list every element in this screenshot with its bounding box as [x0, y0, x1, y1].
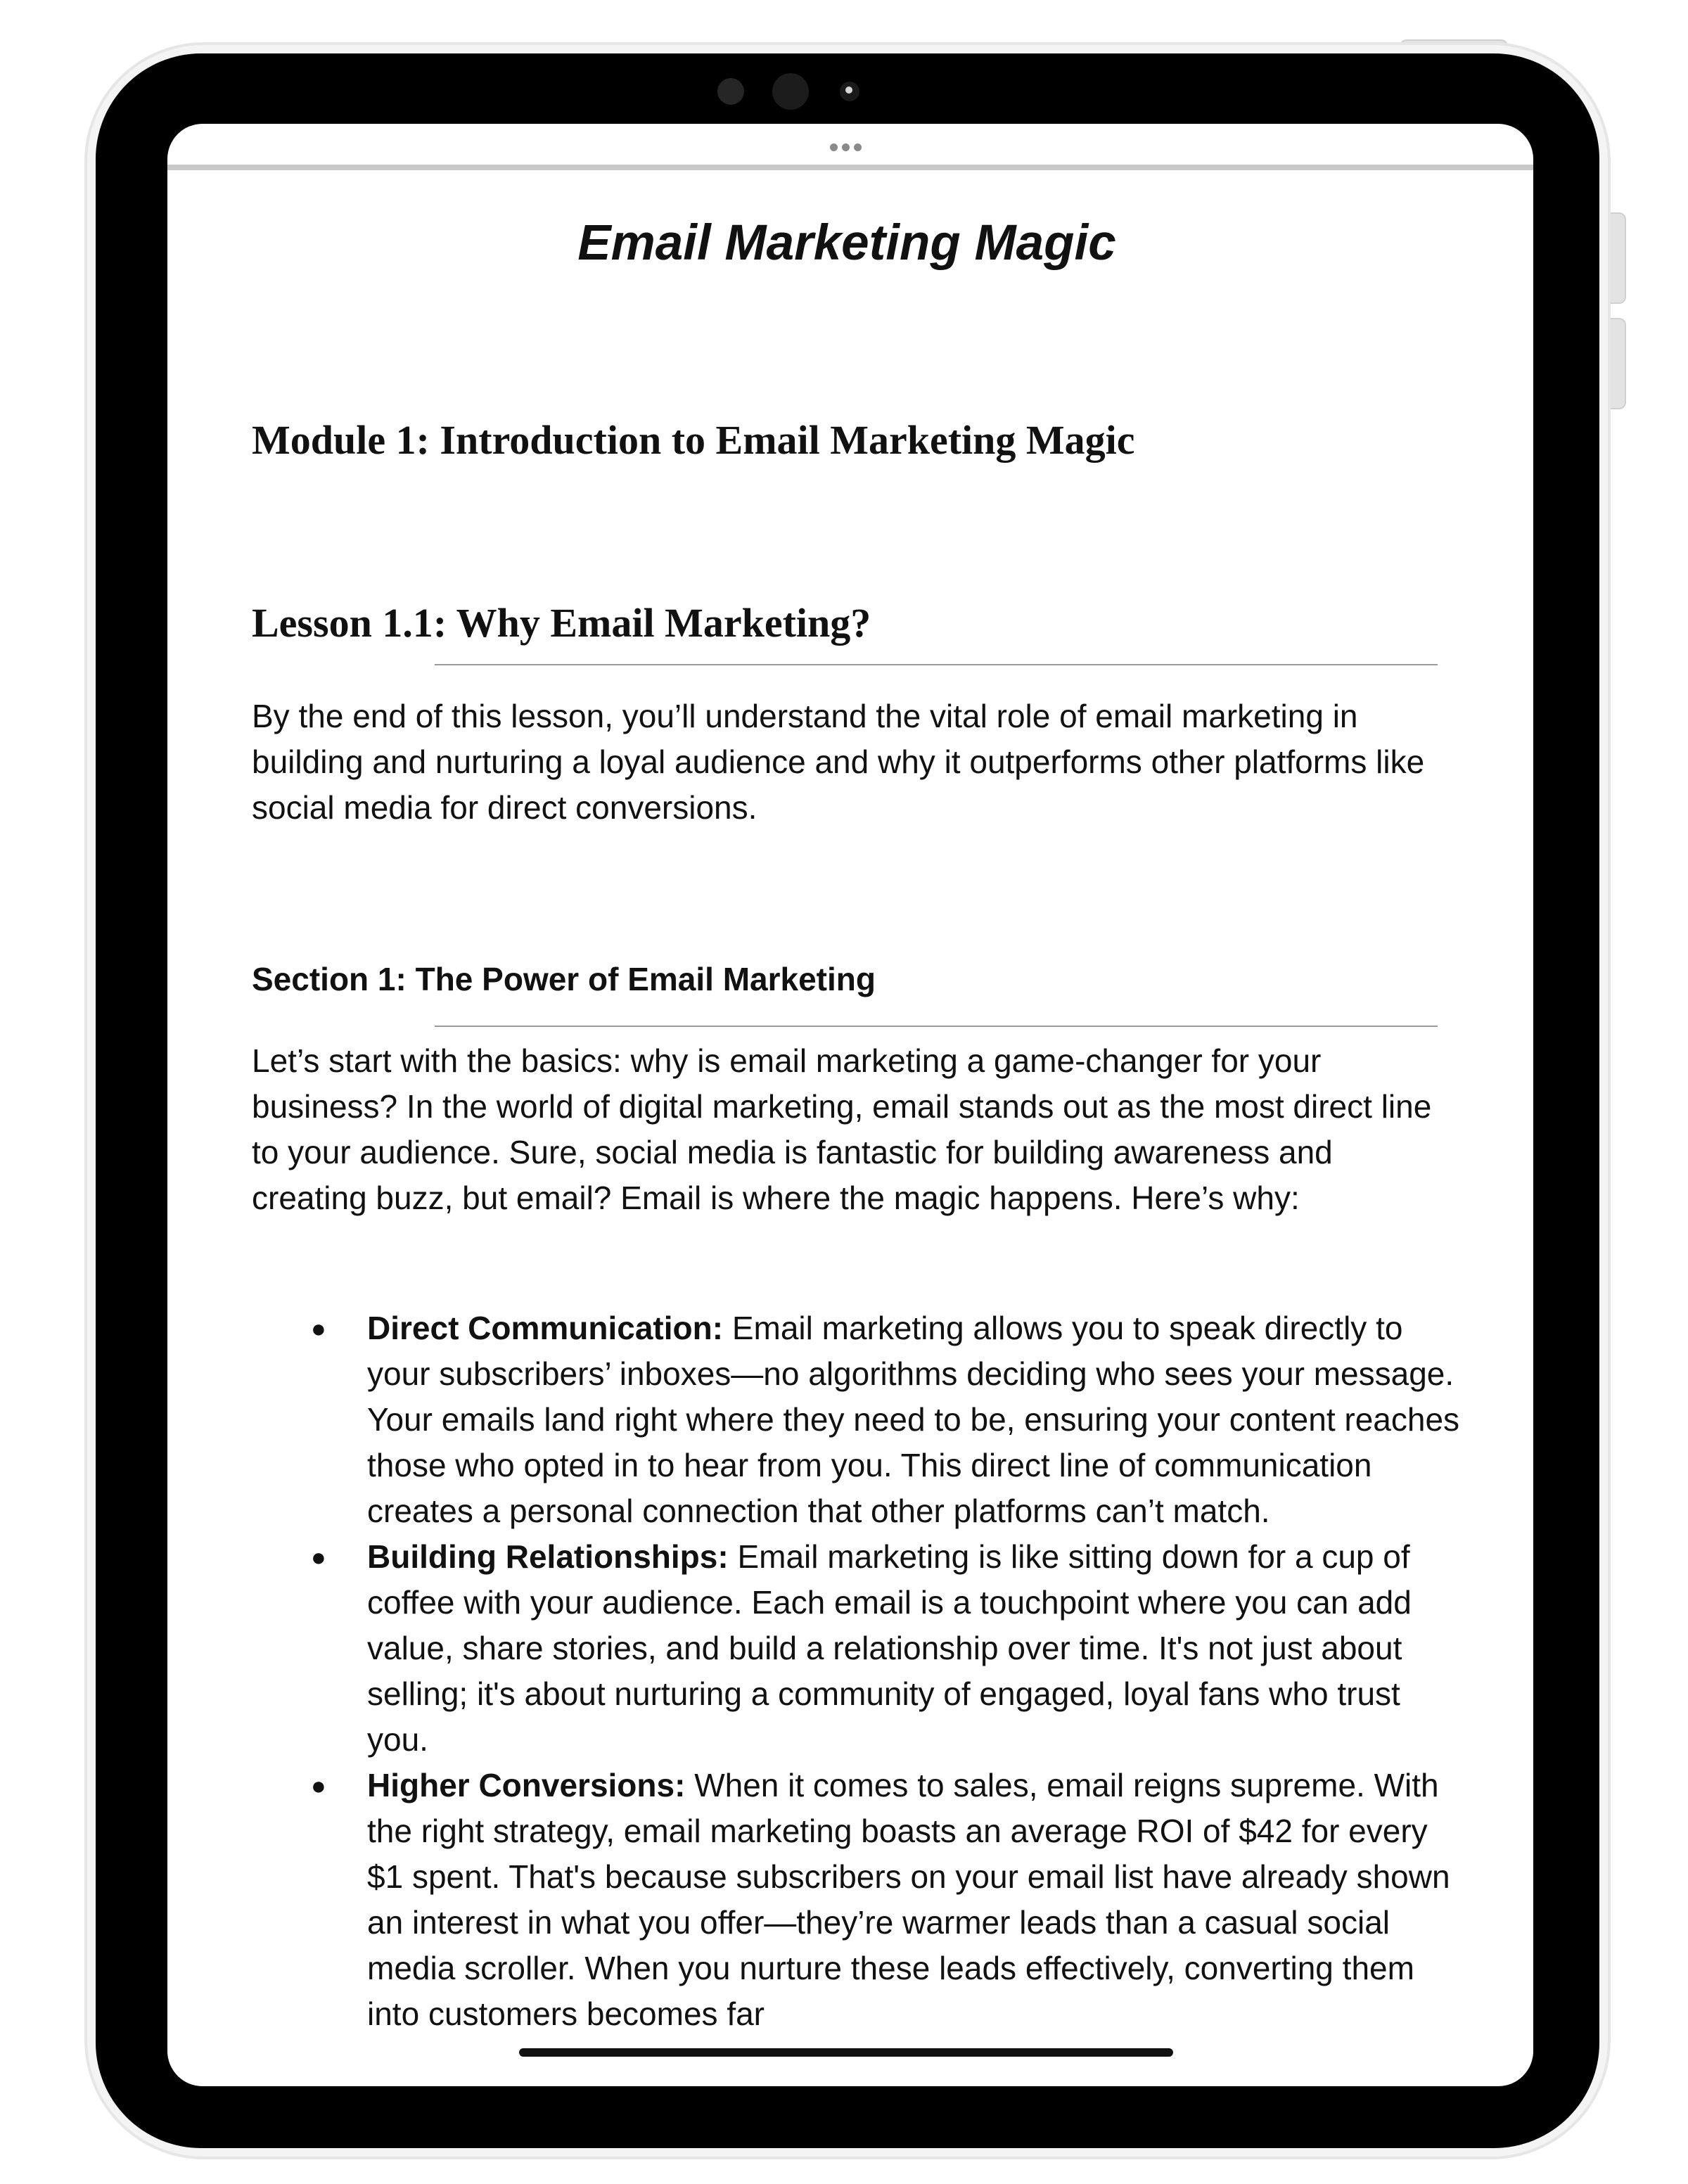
list-item — [252, 1305, 1464, 1534]
bullet-text: Email marketing allows you to speak directly to your subscribers’ inboxes—no algorithms deciding who sees your message. Your emails land right where they need to be, ensuring your content reaches those who opted in to hear from you. This direct line of communication creates a personal connection that other platforms can’t match. — [367, 1310, 1460, 1529]
sensor-icon — [717, 78, 744, 105]
bullet-text: Email marketing is like sitting down for a cup of coffee with your audience. Each email is a touchpoint where you can add value, share stories, and build a relationship over time. It's not just about selling; it's about nurturing a community of engaged, loyal fans who trust you. — [367, 1538, 1412, 1758]
home-indicator-bar[interactable] — [519, 2048, 1173, 2057]
camera-icon — [772, 73, 809, 110]
divider — [435, 1026, 1438, 1027]
indicator-light-icon — [840, 82, 859, 101]
benefits-list — [252, 1305, 1476, 2037]
volume-up-button — [1609, 212, 1626, 304]
basics-paragraph: Let’s start with the basics: why is email marketing a game-changer for your business? In the world of digital marketing, email stands out as the most direct line to your audience. Sure, social media is fantastic for building awareness and creating buzz, but email? Email is where the magic happens. Here’s why: — [252, 1042, 1432, 1216]
module-heading: Module 1: Introduction to Email Marketing Magic — [252, 417, 1135, 463]
tablet-screen — [167, 124, 1533, 2086]
bullet-term: Building Relationships: — [367, 1538, 729, 1575]
bullet-term: Higher Conversions: — [367, 1767, 686, 1803]
multitasking-dots-icon[interactable] — [830, 143, 862, 151]
bullet-text: When it comes to sales, email reigns supreme. With the right strategy, email marketing boasts an average ROI of $42 for every $1 spent. That's because subscribers on your email list have already shown an interest in what you offer—they’re warmer leads than a casual social media scroller. When you nurture these leads effectively, converting them into customers becomes far — [367, 1767, 1450, 2032]
lesson-heading: Lesson 1.1: Why Email Marketing? — [252, 600, 871, 646]
document-title: Email Marketing Magic — [577, 215, 1116, 271]
list-item — [252, 1763, 1464, 2037]
document-top-bar — [167, 124, 1533, 170]
intro-paragraph: By the end of this lesson, you’ll understand the vital role of email marketing in building and nurturing a loyal audience and why it outperforms other platforms like social media for direct conversions. — [252, 698, 1425, 826]
bullet-term: Direct Communication: — [367, 1310, 724, 1346]
divider — [435, 664, 1438, 665]
volume-down-button — [1609, 318, 1626, 409]
list-item — [252, 1534, 1464, 1763]
section-heading: Section 1: The Power of Email Marketing — [252, 961, 876, 997]
